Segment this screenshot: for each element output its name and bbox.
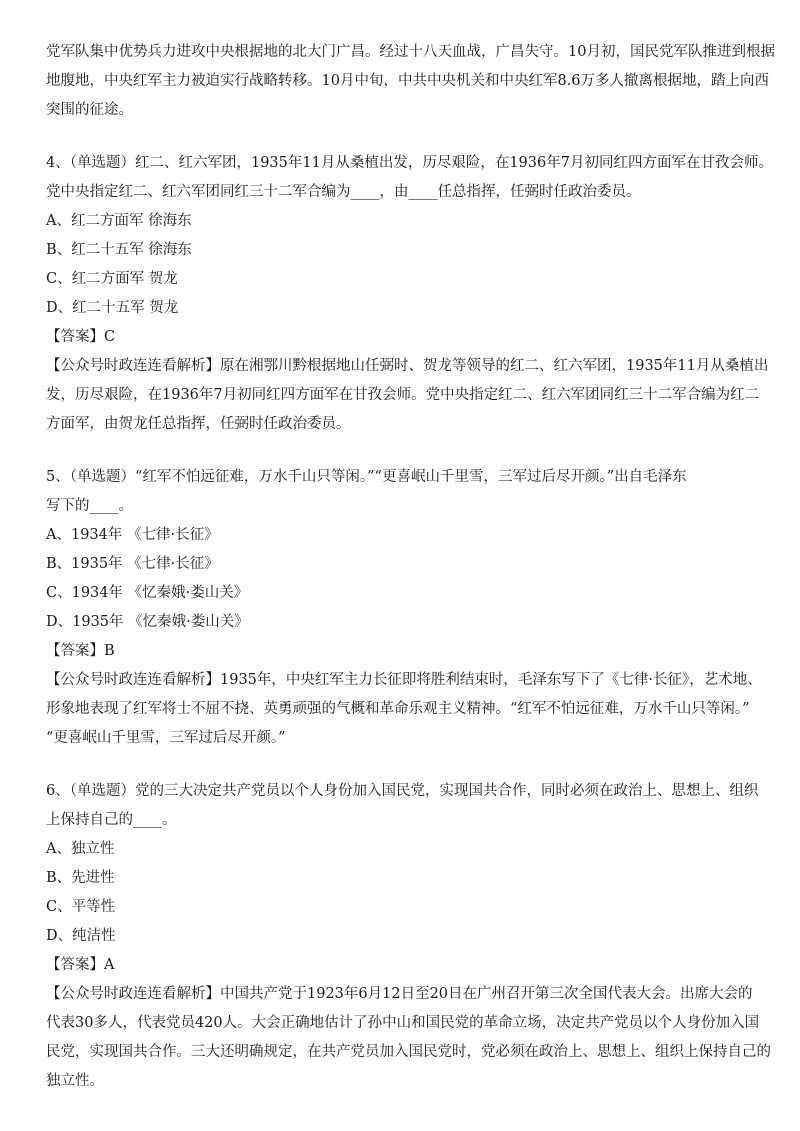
text-line: 【公众号时政连连看解析】中国共产党于1923年6月12日至20日在广州召开第三次全国代表大会。出席大会的	[46, 986, 753, 1002]
option-c: C、红二方面军 贺龙	[46, 271, 178, 287]
text-line: 5、（单选题）“红军不怕远征难，万水千山只等闲。”“更喜岷山千里雪，三军过后尽开颜。”出自毛泽东	[46, 469, 687, 485]
text-line: 4、（单选题）红二、红六军团，1935年11月从桑植出发，历尽艰险，在1936年7月初同红四方面军在甘孜会师。	[46, 155, 773, 171]
intro-paragraph	[46, 38, 775, 125]
text-line: 【公众号时政连连看解析】原在湘鄂川黔根据地山任弼时、贺龙等领导的红二、红六军团，1935年11月从桑植出	[46, 358, 769, 374]
text-line: 党中央指定红二、红六军团同红三十二军合编为____，由____任总指挥，任弼时任政治委员。	[46, 184, 641, 200]
text-line: 地腹地，中央红军主力被迫实行战略转移。10月中旬，中共中央机关和中央红军8.6万多人撤离根据地，踏上向西	[46, 73, 770, 89]
analysis	[46, 352, 769, 439]
analysis	[46, 666, 762, 753]
question-stem	[46, 463, 762, 521]
option-a: A、红二方面军 徐海东	[46, 213, 192, 229]
text-line: “更喜岷山千里雪，三军过后尽开颜。”	[46, 730, 286, 746]
text-line: 独立性。	[46, 1073, 104, 1089]
text-line: 【公众号时政连连看解析】1935年，中央红军主力长征即将胜利结束时，毛泽东写下了《七律·长征》，艺术地、	[46, 672, 762, 688]
text-line: 党军队集中优势兵力进攻中央根据地的北大门广昌。经过十八天血战，广昌失守。10月初，国民党军队推进到根据	[46, 44, 775, 60]
option-c: C、1934年 《忆秦娥·娄山关》	[46, 585, 249, 601]
text-line: 形象地表现了红军将士不屈不挠、英勇顽强的气概和革命乐观主义精神。“红军不怕远征难，万水千山只等闲。”	[46, 701, 750, 717]
question-stem	[46, 149, 773, 207]
text-line: 方面军，由贺龙任总指挥，任弼时任政治委员。	[46, 416, 351, 432]
question-6	[46, 777, 771, 1096]
question-5	[46, 463, 762, 753]
answer: 【答案】B	[46, 643, 115, 659]
answer: 【答案】C	[46, 329, 116, 345]
text-line: 突围的征途。	[46, 102, 133, 118]
option-b: B、红二十五军 徐海东	[46, 242, 192, 258]
text-line: 民党，实现国共合作。三大还明确规定，在共产党员加入国民党时，党必须在政治上、思想上、组织上保持自己的	[46, 1044, 771, 1060]
text-line: 发，历尽艰险，在1936年7月初同红四方面军在甘孜会师。党中央指定红二、红六军团同红三十二军合编为红二	[46, 387, 760, 403]
text-line: 上保持自己的____。	[46, 812, 177, 828]
option-a: A、独立性	[46, 841, 115, 857]
analysis	[46, 980, 771, 1096]
option-a: A、1934年 《七律·长征》	[46, 527, 219, 543]
document-page	[46, 38, 775, 1096]
option-d: D、1935年 《忆秦娥·娄山关》	[46, 614, 249, 630]
question-stem	[46, 777, 762, 835]
text-line: 写下的____。	[46, 498, 133, 514]
option-b: B、1935年 《七律·长征》	[46, 556, 219, 572]
text-line: 6、（单选题）党的三大决定共产党员以个人身份加入国民党，实现国共合作，同时必须在政治上、思想上、组织	[46, 783, 759, 799]
text-line: 代表30多人，代表党员420人。大会正确地估计了孙中山和国民党的革命立场，决定共产党员以个人身份加入国	[46, 1015, 760, 1031]
option-d: D、红二十五军 贺龙	[46, 300, 179, 316]
question-4	[46, 149, 773, 439]
option-c: C、平等性	[46, 899, 116, 915]
answer: 【答案】A	[46, 957, 115, 973]
option-b: B、先进性	[46, 870, 115, 886]
option-d: D、纯洁性	[46, 928, 116, 944]
